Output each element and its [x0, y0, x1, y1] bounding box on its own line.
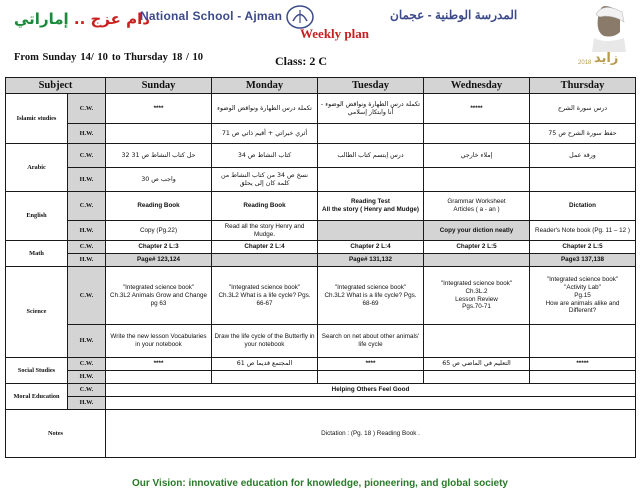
- plan-cell: تكملة درس الطهارة ونواقض الوضوء: [212, 94, 318, 124]
- subject-name: Notes: [6, 410, 106, 458]
- school-name-arabic: المدرسة الوطنية - عجمان: [390, 8, 518, 22]
- plan-cell: Grammar Worksheet Articles ( a - an ): [424, 192, 530, 221]
- plan-cell: ورقة عمل: [530, 144, 636, 168]
- classwork-label: C.W.: [68, 384, 106, 397]
- plan-cell: [424, 371, 530, 384]
- table-row: [6, 410, 636, 458]
- classwork-label: C.W.: [68, 267, 106, 325]
- table-row: [6, 384, 636, 397]
- subject-name: Science: [6, 267, 68, 358]
- plan-cell: [424, 325, 530, 358]
- plan-cell: [318, 221, 424, 241]
- plan-cell: Search on net about other animals' life cycle: [318, 325, 424, 358]
- plan-cell: Chapter 2 L:4: [212, 241, 318, 254]
- column-header: Wednesday: [424, 78, 530, 94]
- subject-name: English: [6, 192, 68, 241]
- table-row: [6, 241, 636, 254]
- page-header: [0, 0, 640, 70]
- table-row: [6, 371, 636, 384]
- weekly-plan-table: [5, 77, 636, 458]
- classwork-label: C.W.: [68, 94, 106, 124]
- plan-cell: "Integrated science book" Ch.3L2 Animals Grow and Change pg 63: [106, 267, 212, 325]
- plan-cell: ****: [318, 358, 424, 371]
- slogan-green-text: إماراتي: [14, 10, 69, 28]
- column-header: Sunday: [106, 78, 212, 94]
- plan-cell: [106, 124, 212, 144]
- plan-cell: Write the new lesson Vocabularies in your notebook: [106, 325, 212, 358]
- plan-cell: [530, 168, 636, 192]
- plan-cell: حفظ سورة الشرح ص 75: [530, 124, 636, 144]
- table-row: [6, 397, 636, 410]
- plan-cell: [106, 397, 636, 410]
- year-mark: 2018: [578, 60, 592, 66]
- plan-cell: ****: [106, 358, 212, 371]
- plan-cell: Reading Book: [106, 192, 212, 221]
- table-row: [6, 325, 636, 358]
- plan-cell: [318, 371, 424, 384]
- plan-cell: Helping Others Feel Good: [106, 384, 636, 397]
- plan-cell: إملاء خارجي: [424, 144, 530, 168]
- plan-cell: [212, 371, 318, 384]
- plan-cell: *****: [424, 94, 530, 124]
- plan-cell: [212, 254, 318, 267]
- plan-cell: درس سورة الشرح: [530, 94, 636, 124]
- plan-title: Weekly plan: [300, 26, 369, 41]
- classwork-label: C.W.: [68, 358, 106, 371]
- plan-cell: نسخ ص 34 من كتاب النشاط من كلمة كان إلى يحلق: [212, 168, 318, 192]
- plan-cell: Draw the life cycle of the Butterfly in your notebook: [212, 325, 318, 358]
- to-date: 18 / 10: [171, 52, 204, 63]
- subject-name: Social Studies: [6, 358, 68, 384]
- from-label: From Sunday: [14, 52, 77, 63]
- classwork-label: C.W.: [68, 241, 106, 254]
- slogan-separator: ..: [68, 10, 91, 28]
- plan-cell: Reader's Note book (Pg. 11 – 12 ): [530, 221, 636, 241]
- subject-name: Moral Education: [6, 384, 68, 410]
- plan-cell: *****: [530, 358, 636, 371]
- plan-cell: درس اِبتسم كتاب الطالب: [318, 144, 424, 168]
- plan-cell: [106, 371, 212, 384]
- date-range: [14, 52, 207, 63]
- plan-cell: حل كتاب النشاط ص 31 32: [106, 144, 212, 168]
- table-row: [6, 168, 636, 192]
- table-row: [6, 358, 636, 371]
- plan-cell: Copy your diction neatly: [424, 221, 530, 241]
- plan-cell: [424, 168, 530, 192]
- homework-label: H.W.: [68, 325, 106, 358]
- plan-cell: التعليم في الماضي ص 65: [424, 358, 530, 371]
- plan-cell: Copy (Pg.22): [106, 221, 212, 241]
- plan-cell: [530, 325, 636, 358]
- plan-cell: [318, 168, 424, 192]
- plan-cell: [424, 254, 530, 267]
- from-date: 14/ 10: [80, 52, 108, 63]
- plan-cell: "Integrated science book" Ch.3L2 What is a life cycle? Pgs. 66-67: [212, 267, 318, 325]
- subject-name: Islamic studies: [6, 94, 68, 144]
- slogan-red-text: دام عزج: [90, 10, 150, 28]
- table-row: [6, 221, 636, 241]
- table-row: [6, 267, 636, 325]
- plan-cell: تكملة درس الطهارة ونواقض الوضوء - أنا وابتكار إسلامي: [318, 94, 424, 124]
- plan-cell: Chapter 2 L:3: [106, 241, 212, 254]
- plan-cell: المجتمع قديما ص 61: [212, 358, 318, 371]
- plan-cell: كتاب النشاط ص 34: [212, 144, 318, 168]
- table-header-row: [6, 78, 636, 94]
- plan-cell: [318, 124, 424, 144]
- plan-cell: "Integrated science book" "Activity Lab" Pg.15 How are animals alike and Different?: [530, 267, 636, 325]
- classwork-label: C.W.: [68, 144, 106, 168]
- plan-cell: Read all the story Henry and Mudge.: [212, 221, 318, 241]
- homework-label: H.W.: [68, 254, 106, 267]
- school-name-english: National School - Ajman: [140, 9, 283, 23]
- plan-cell: ****: [106, 94, 212, 124]
- vision-statement: Our Vision: innovative education for knowledge, pioneering, and global society: [132, 478, 508, 489]
- slogan: [14, 10, 150, 28]
- table-row: [6, 94, 636, 124]
- notes-text: Dictation : (Pg. 18 ) Reading Book .: [106, 410, 636, 458]
- zayed-year-logo-icon: [574, 2, 632, 66]
- plan-cell: "Integrated science book" Ch.3L2 What is a life cycle? Pgs. 68-69: [318, 267, 424, 325]
- subject-name: Math: [6, 241, 68, 267]
- svg-text:زايد: زايد: [594, 51, 619, 66]
- plan-cell: [424, 124, 530, 144]
- plan-cell: Page# 131,132: [318, 254, 424, 267]
- to-label: to Thursday: [111, 52, 168, 63]
- column-header: Thursday: [530, 78, 636, 94]
- plan-cell: "Integrated science book" Ch.3L.2 Lesson Review Pgs.70-71: [424, 267, 530, 325]
- plan-cell: Chapter 2 L:5: [424, 241, 530, 254]
- table-row: [6, 144, 636, 168]
- homework-label: H.W.: [68, 124, 106, 144]
- column-header: Tuesday: [318, 78, 424, 94]
- table-row: [6, 124, 636, 144]
- column-header: Monday: [212, 78, 318, 94]
- plan-cell: أثري خبراتي + أقيم ذاتي ص 71: [212, 124, 318, 144]
- table-row: [6, 254, 636, 267]
- plan-cell: Chapter 2 L:5: [530, 241, 636, 254]
- plan-cell: Page3 137,138: [530, 254, 636, 267]
- homework-label: H.W.: [68, 371, 106, 384]
- class-label: Class: 2 C: [275, 54, 328, 68]
- subject-name: Arabic: [6, 144, 68, 192]
- homework-label: H.W.: [68, 168, 106, 192]
- plan-cell: واجب ص 30: [106, 168, 212, 192]
- column-header: Subject: [6, 78, 106, 94]
- classwork-label: C.W.: [68, 192, 106, 221]
- homework-label: H.W.: [68, 397, 106, 410]
- plan-cell: [530, 371, 636, 384]
- plan-cell: Reading Test All the story ( Henry and Mudge): [318, 192, 424, 221]
- plan-cell: Page# 123,124: [106, 254, 212, 267]
- plan-cell: Dictation: [530, 192, 636, 221]
- plan-cell: Chapter 2 L:4: [318, 241, 424, 254]
- homework-label: H.W.: [68, 221, 106, 241]
- plan-cell: Reading Book: [212, 192, 318, 221]
- table-row: [6, 192, 636, 221]
